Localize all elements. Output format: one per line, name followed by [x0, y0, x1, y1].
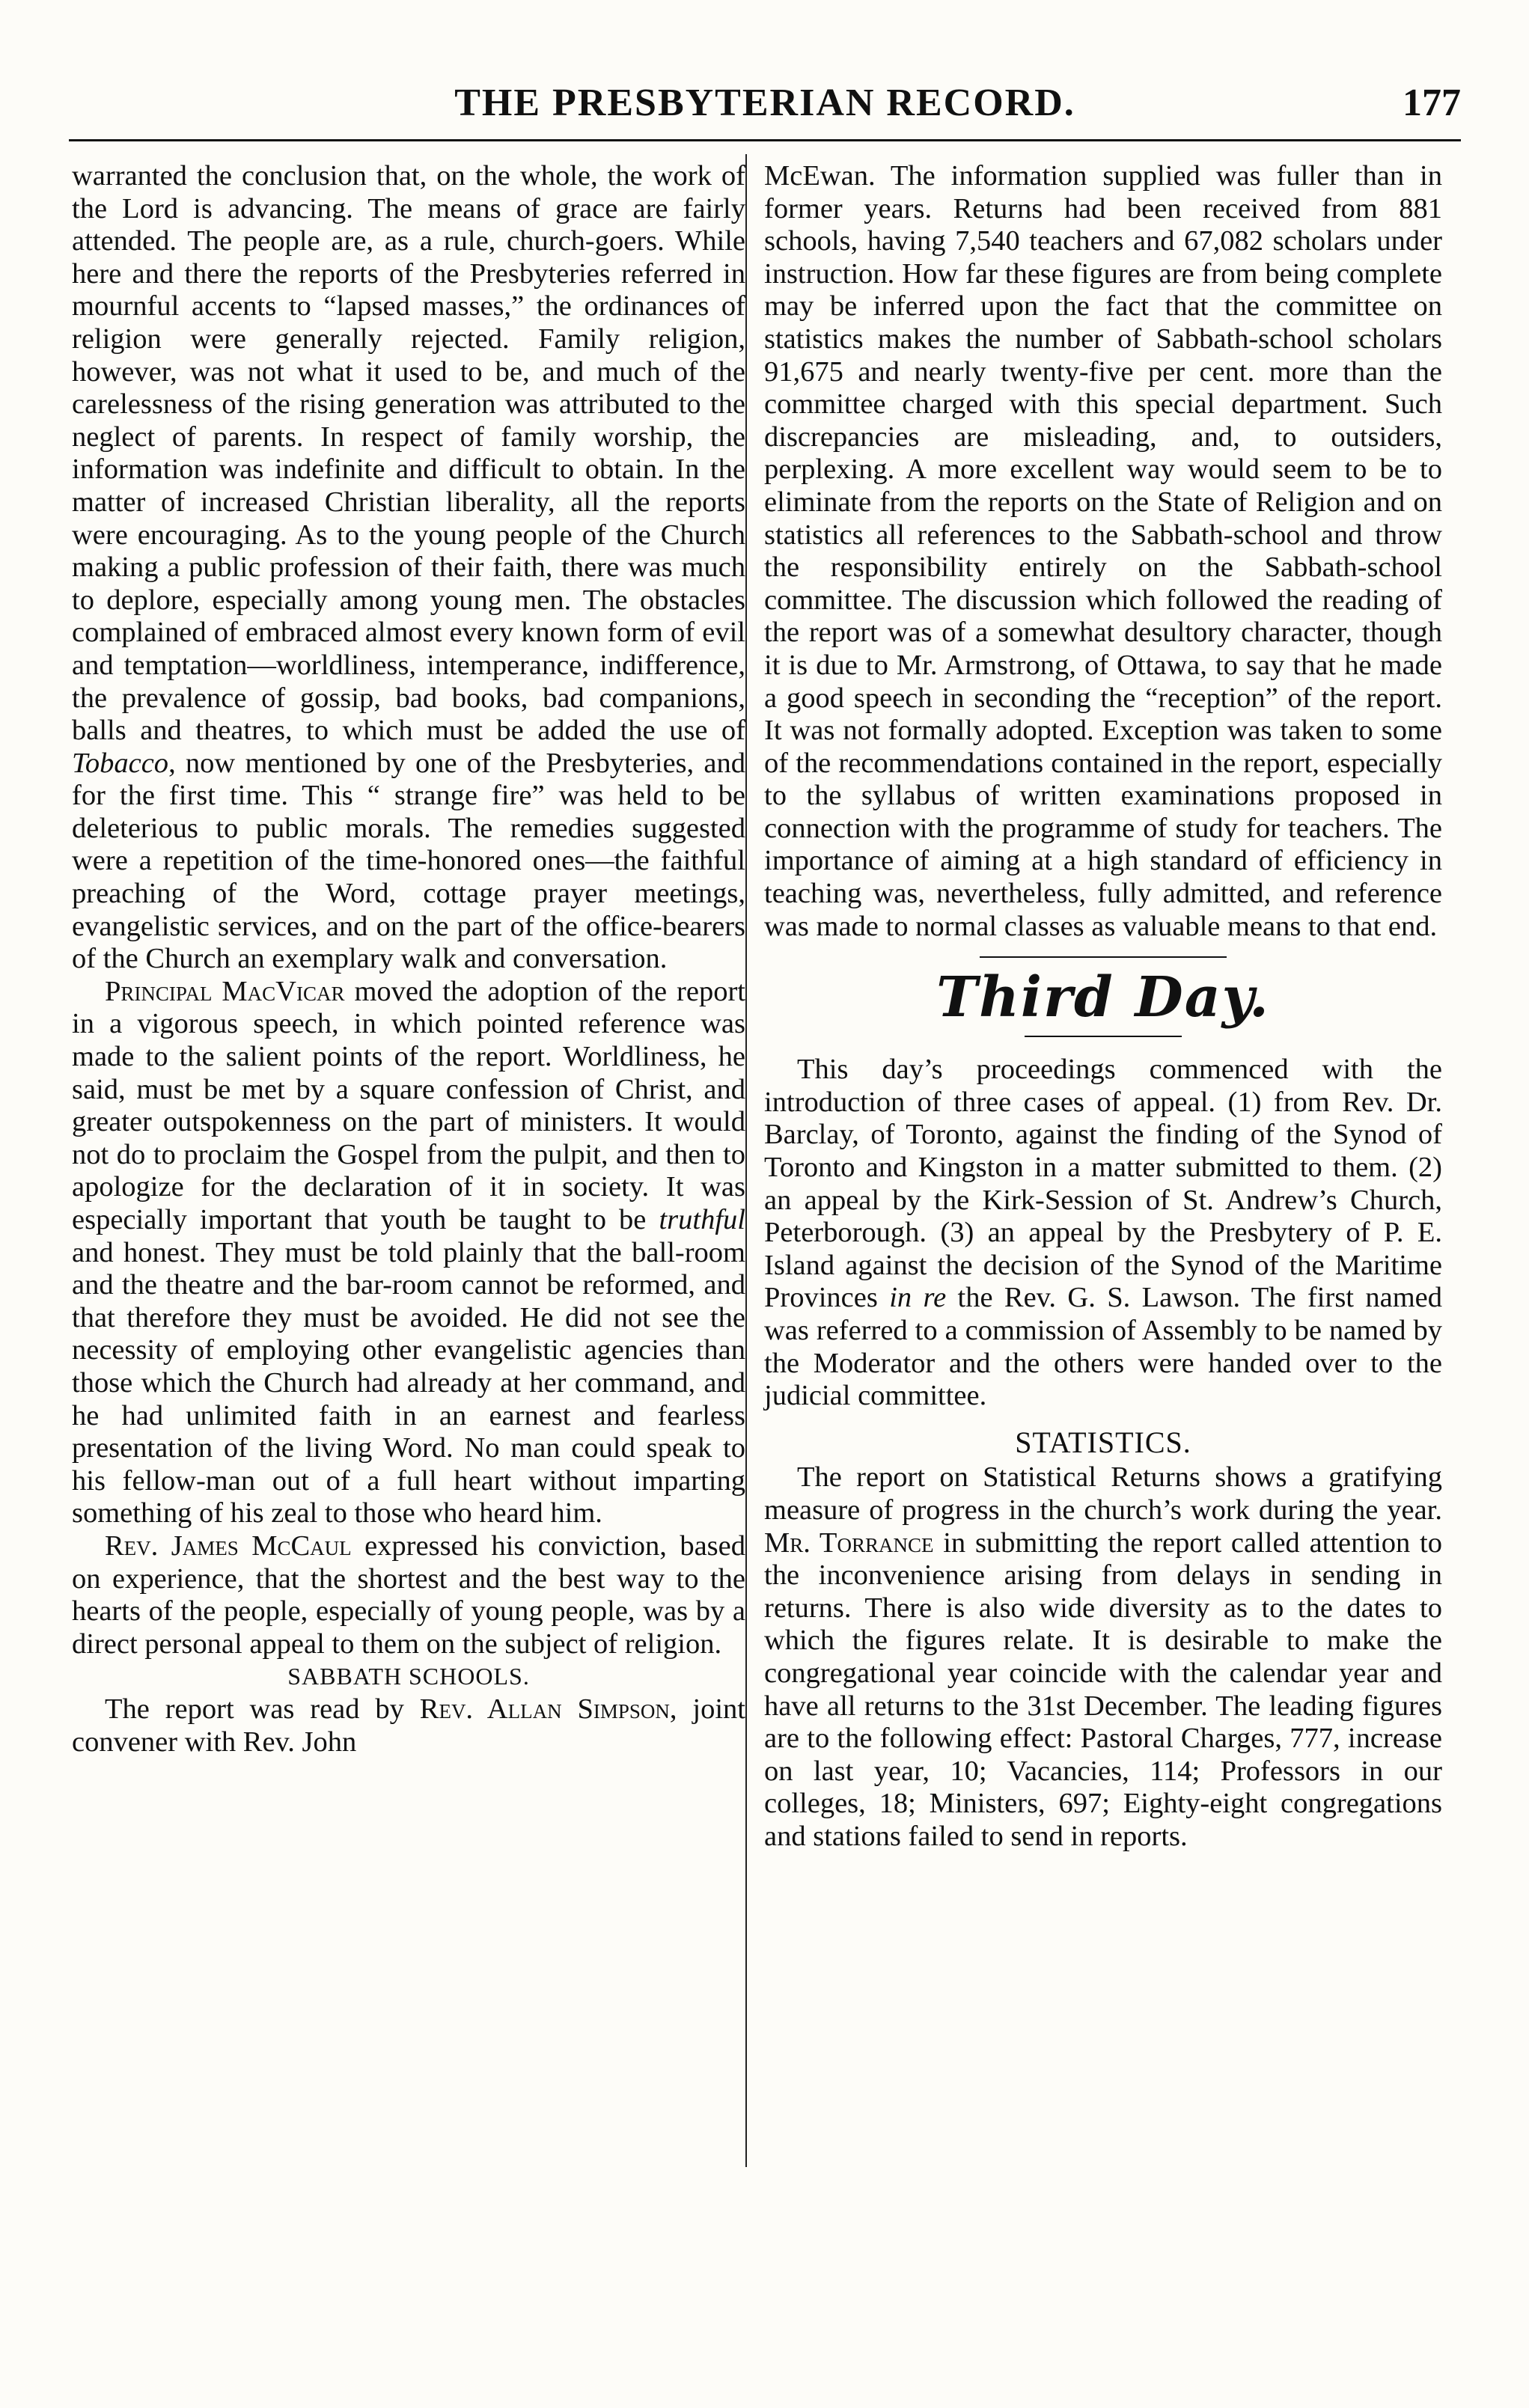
paragraph-text: This day’s proceedings commenced with the introduction of three cases of appeal. (1) from Rev. Dr. Barclay, of Toronto, against the finding of the Synod of Toronto and Kingston in a matter submitted to them. (2) an appeal by the Kirk-Session of St. Andrew’s Church, Peterborough. (3) an appeal by the Presbytery of P. E. Island against the decision of the Synod of the Maritime Provinces [764, 1054, 1442, 1314]
paragraph-text: , now mentioned by one of the Presbyteries, and for the first time. This “ strange fire” was held to be deleterious to public morals. The remedies suggested were a repetition of the time-honored ones—the faithful preaching of the Word, cottage prayer meetings, evangelistic services, and on the part of the office-bearers of the Church an exemplary walk and conversation. [72, 747, 745, 975]
paragraph-text: the Rev. G. S. Lawson. The first named was referred to a commission of Assembly to be named by the Moderator and the others were handed over to the judicial committee. [764, 1282, 1442, 1412]
paragraph-text: , joint convener with Rev. John [72, 1693, 745, 1758]
header-rule [69, 139, 1461, 141]
italic-truthful: truthful [659, 1204, 745, 1235]
paragraph-macvicar [72, 976, 745, 1530]
paragraph-text: expressed his conviction, based on experience, that the shortest and the best way to the hearts of the people, especially of young people, was by a direct personal appeal to them on the subject of religion. [72, 1530, 745, 1660]
paragraph-text: The report was read by [105, 1693, 420, 1725]
publication-title: THE PRESBYTERIAN RECORD. [454, 82, 1075, 124]
paragraph-appeals [764, 1054, 1442, 1413]
speaker-name: Principal MacVicar [105, 975, 345, 1007]
heading-third-day: Third Day. [936, 965, 1270, 1030]
left-column [72, 160, 745, 1758]
page-number: 177 [1403, 82, 1461, 124]
page-header [69, 81, 1461, 129]
paragraph-text: in submitting the report called attention to the inconvenience arising from delays in sending in returns. There is also wide diversity as to the dates to which the figures relate. It is desirable to make the congregational year coincide with the calendar year and have all returns to the 31st December. The leading figures are to the following effect: Pastoral Charges, 777, increase on last year, 10; Vacancies, 114; Professors in our colleges, 18; Ministers, 697; Eighty-eight congregations and stations failed to send in reports. [764, 1527, 1442, 1852]
column-divider [745, 154, 747, 2167]
speaker-name: Rev. James McCaul [105, 1530, 352, 1562]
italic-in-re: in re [889, 1282, 947, 1314]
section-rule [1025, 1036, 1182, 1037]
right-column [764, 160, 1442, 1854]
paragraph-state-of-religion [72, 160, 745, 976]
paragraph-sabbath-schools [72, 1693, 745, 1758]
subheading-sabbath-schools: SABBATH SCHOOLS. [287, 1663, 530, 1690]
subheading-statistics: STATISTICS. [1015, 1425, 1191, 1459]
paragraph-text: moved the adoption of the report in a vigorous speech, in which pointed reference was made to the salient points of the report. Worldliness, he said, must be met by a square confession of Christ, and greater outspokenness on the part of ministers. It would not do to proclaim the Gospel from the pulpit, and then to apologize for the declaration of it in society. It was especially important that youth be taught to be [72, 975, 745, 1235]
paragraph-sabbath-report-continued: McEwan. The information supplied was fuller than in former years. Returns had been received from 881 schools, having 7,540 teachers and 67,082 scholars under instruction. How far these figures are from being complete may be inferred upon the fact that the committee on statistics makes the number of Sabbath-school scholars 91,675 and nearly twenty-five per cent. more than the committee charged with this special department. Such discrepancies are misleading, and, to outsiders, perplexing. A more excellent way would seem to be to eliminate from the reports on the State of Religion and on statistics all references to the Sabbath-school and throw the responsibility entirely on the Sabbath-school committee. The discussion which followed the reading of the report was of a somewhat desultory character, though it is due to Mr. Armstrong, of Ottawa, to say that he made a good speech in seconding the “reception” of the report. It was not formally adopted. Exception was taken to some of the recommendations contained in the report, especially to the syllabus of written examinations proposed in connection with the programme of study for teachers. The importance of aiming at a high standard of efficiency in teaching was, nevertheless, fully admitted, and reference was made to normal classes as valuable means to that end. [764, 160, 1442, 942]
paragraph-text: and honest. They must be told plainly that the ball-room and the theatre and the bar-room cannot be reformed, and that therefore they must be avoided. He did not see the necessity of employing other evangelistic agencies than those which the Church had already at her command, and he had unlimited faith in an earnest and fearless presentation of the living Word. No man could speak to his fellow-man out of a full heart without imparting something of his zeal to those who heard him. [72, 1236, 745, 1530]
section-rule [980, 956, 1227, 958]
paragraph-statistics [764, 1461, 1442, 1853]
paragraph-mccaul [72, 1530, 745, 1660]
speaker-name: Rev. Allan Simpson [419, 1693, 670, 1725]
speaker-name: Mr. Torrance [764, 1527, 934, 1559]
italic-tobacco: Tobacco [72, 747, 169, 779]
paragraph-text: The report on Statistical Returns shows a gratifying measure of progress in the church’s work during the year. [764, 1461, 1442, 1526]
paragraph-text: warranted the conclusion that, on the whole, the work of the Lord is advancing. The means of grace are fairly attended. The people are, as a rule, church-goers. While here and there the reports of the Presbyteries referred in mournful accents to “lapsed masses,” the ordinances of religion were generally rejected. Family religion, however, was not what it used to be, and much of the carelessness of the rising generation was attributed to the neglect of parents. In respect of family worship, the information was indefinite and difficult to obtain. In the matter of increased Christian liberality, all the reports were encouraging. As to the young people of the Church making a public profession of their faith, there was much to deplore, especially among young men. The obstacles complained of embraced almost every known form of evil and temptation—worldliness, intemperance, indifference, the prevalence of gossip, bad books, bad companions, balls and theatres, to which must be added the use of [72, 160, 745, 747]
